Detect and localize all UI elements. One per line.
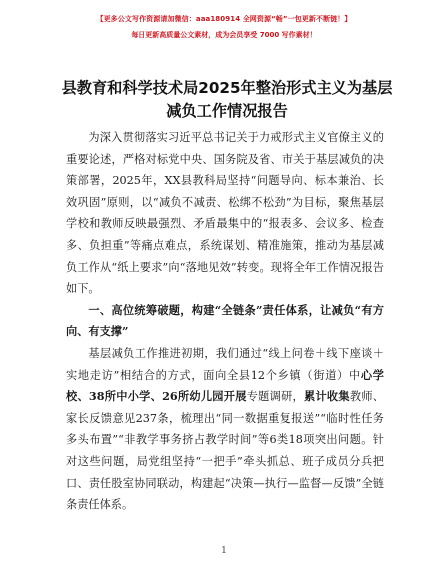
intro-paragraph: 为深入贯彻落实习近平总书记关于力戒形式主义官僚主义的重要论述，严格对标党中央、国务院及省、市关于基层减负的决策部署，2025年，XX县教科局坚持“问题导向、标本兼治、长效巩固”原则，以“减负不减责、松绑不松劲”为目标，聚焦基层学校和教师反映最强烈、矛盾最集中的“报表多、会议多、检查多、负担重”等痛点难点，系统谋划、精准施策，推动为基层减负工作从“纸上要求”向“落地见效”转变。现将全年工作情况报告如下。: [66, 131, 384, 296]
promo-banner: [0, 12, 448, 42]
page-number: 1: [221, 546, 227, 556]
document-body: [66, 127, 384, 516]
promo-line-1: 【更多公文写作资源请加微信：aaa180914 全网资源“畅”一包更新不断链！】: [96, 15, 352, 23]
paragraph-text: 基层减负工作推进初期，我们通过“线上问卷＋线下座谈＋实地走访”相结合的方式，面向全县12个乡镇（街道）中: [66, 346, 384, 382]
paragraph-text: 专题调研，: [246, 390, 304, 404]
paragraph-text: 教师、家长反馈意见237条，梳理出“同一数据重复报送”“临时性任务多头布置”“非教学事务挤占教学时间”等6类18项突出问题。针对这些问题，局党组坚持“一把手”牵头抓总、班子成员分兵把口、责任股室协同联动，构建起“决策—执行—监督—反馈”全链条责任体系。: [66, 390, 384, 512]
section-1-paragraph: [66, 343, 384, 516]
document-title: 县教育和科学技术局2025年整治形式主义为基层减负工作情况报告: [61, 79, 393, 120]
promo-line-2: 每日更新高质量公文素材，成为会员享受 7000 写作素材！: [131, 31, 317, 39]
bold-text: 累计收集: [304, 389, 350, 404]
bold-text: 心学校、38所中小学、26所幼儿园开展: [66, 367, 384, 404]
section-heading-1: 一、高位统筹破题，构建“全链条”责任体系，让减负“有方向、有支撑”: [66, 302, 384, 339]
